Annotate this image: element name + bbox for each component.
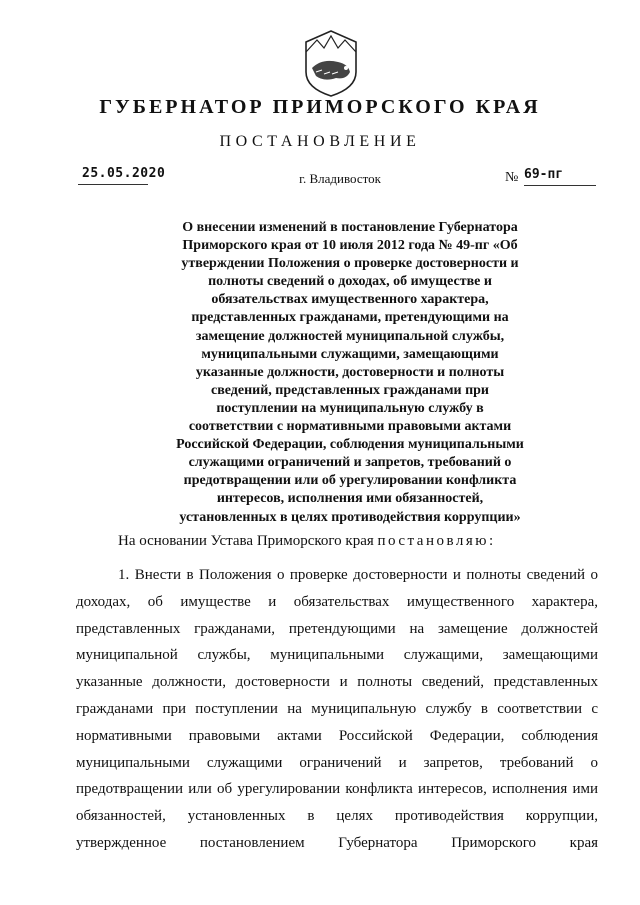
title-line: интересов, исполнения ими обязанностей, <box>216 491 484 507</box>
title-line: соответствии с нормативными правовыми актами <box>188 419 512 435</box>
title-line: утверждении Положения о проверке достоверности и <box>181 256 519 272</box>
title-line: служащими ограничений и запретов, требований о <box>188 455 512 471</box>
document-city: г. Владивосток <box>299 171 381 186</box>
body-paragraph <box>76 562 598 857</box>
document-number: 69-пг <box>524 167 564 182</box>
issuing-authority: ГУБЕРНАТОР ПРИМОРСКОГО КРАЯ <box>99 96 541 118</box>
body-line: предотвращении или об урегулировании конфликта интересов, исполнения ими <box>76 781 598 798</box>
body-line: указанные должности, достоверности и полноты сведений, представленных <box>76 674 598 691</box>
title-line: обязательствах имущественного характера, <box>211 292 489 308</box>
document-type: ПОСТАНОВЛЕНИЕ <box>219 133 421 150</box>
title-line: замещение должностей муниципальной службы, <box>195 328 505 344</box>
number-label: № <box>505 170 519 185</box>
title-line: поступлении на муниципальную службу в <box>216 400 484 416</box>
title-line: сведений, представленных гражданами при <box>211 382 489 398</box>
body-line: представленных гражданами, претендующими на замещение должностей <box>76 620 598 637</box>
title-line: Российской Федерации, соблюдения муниципальными <box>176 437 524 453</box>
title-line: установленных в целях противодействия коррупции» <box>179 509 521 525</box>
title-line: полноты сведений о доходах, об имуществе и <box>208 274 492 290</box>
body-line: нормативными правовыми актами Российской Федерации, соблюдения <box>76 727 598 744</box>
title-line: муниципальными служащими, замещающими <box>201 346 499 362</box>
body-line: утвержденное постановлением Губернатора Приморского края <box>76 834 598 851</box>
body-line: муниципальными служащими ограничений и запретов, требований о <box>76 754 598 771</box>
body-line: 1. Внести в Положения о проверке достоверности и полноты сведений о <box>118 567 598 583</box>
document-title <box>150 219 550 527</box>
title-line: предотвращении или об урегулировании конфликта <box>183 473 517 489</box>
body-line: муниципальной службы, муниципальными служащими, замещающими <box>76 647 598 664</box>
number-underline <box>524 185 596 186</box>
title-line: указанные должности, достоверности и полноты <box>195 364 505 380</box>
body-line: доходах, об имуществе и обязательствах имущественного характера, <box>76 593 598 610</box>
title-line: О внесении изменений в постановление Губернатора <box>182 220 518 235</box>
resolve-word: постановляю: <box>377 533 496 549</box>
title-line: Приморского края от 10 июля 2012 года № 49-пг «Об <box>182 238 518 254</box>
title-line: представленных гражданами, претендующими на <box>191 310 509 326</box>
basis-text: На основании Устава Приморского края <box>118 533 378 549</box>
basis-paragraph <box>118 533 496 550</box>
document-date: 25.05.2020 <box>82 166 166 181</box>
coat-of-arms-tiger-icon <box>302 28 360 98</box>
body-line: гражданами при поступлении на муниципальную службу в соответствии с <box>76 700 598 717</box>
body-line: обязанностей, установленных в целях противодействия коррупции, <box>76 808 598 825</box>
